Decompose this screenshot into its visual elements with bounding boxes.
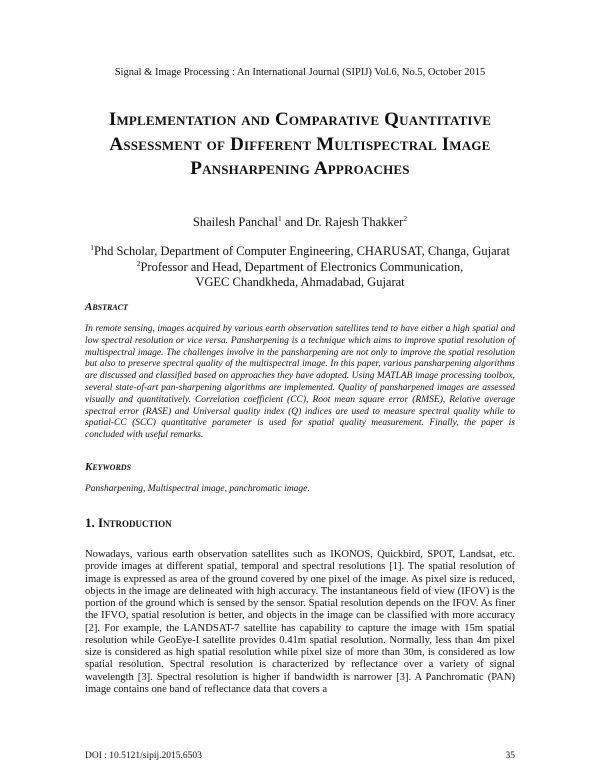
introduction-text: Nowadays, various earth observation satellites such as IKONOS, Quickbird, SPOT, Landsat, etc. provide images at different spatial, temporal and spectral resolutions [1]. The spatial resolution of image is expressed as area of the ground covered by one pixel of the image. As pixel size is reduced, objects in the image are delineated with high accuracy. The instantaneous field of view (IFOV) is the portion of the ground which is sensed by the sensor. Spatial resolution depends on the IFOV. As finer the IFVO, spatial resolution is better, and objects in the image can be classified with more accuracy [2]. For example, the LANDSAT-7 satellite has capability to capture the image with 15m spatial resolution while GeoEye-I satellite provides 0.41m spatial resolution. Normally, less than 4m pixel size is considered as high spatial resolution while pixel size of more than 30m, is considered as low spatial resolution. Spectral resolution is characterized by reflectance over a variety of signal wavelength [3]. Spectral resolution is higher if bandwidth is narrower [3]. A Panchromatic (PAN) image contains one band of reflectance data that covers a: [85, 549, 515, 695]
affiliation-marker: 2: [136, 258, 141, 268]
affiliation-marker: 1: [90, 242, 94, 252]
affiliation-line: $^1$Phd Scholar, Department of Computer Engineering, CHARUSAT, Changa, Gujarat: [90, 242, 510, 258]
affiliation-line: VGEC Chandkheda, Ahmadabad, Gujarat: [195, 275, 405, 289]
page-number: 35: [505, 751, 515, 761]
affiliations: [0, 244, 600, 291]
footer-doi: DOI : 10.5121/sipij.2015.6503: [85, 751, 202, 761]
author-line: [0, 215, 600, 230]
affiliation-line: $^2$Professor and Head, Department of Electronics Communication,: [136, 258, 464, 274]
author-conjunction: and: [281, 215, 307, 229]
abstract-heading: Abstract: [85, 301, 128, 313]
author-affiliation-marker: 2: [403, 213, 408, 223]
author-name: Shailesh Panchal: [192, 215, 278, 229]
journal-header: Signal & Image Processing : An International Journal (SIPIJ) Vol.6, No.5, October 2015: [114, 67, 486, 78]
section-heading-introduction: 1. Introduction: [85, 515, 172, 530]
author-name: Dr. Rajesh Thakker: [306, 215, 404, 229]
abstract-text: In remote sensing, images acquired by various earth observation satellites tend to have either a high spatial and low spectral resolution or vice versa. Pansharpening is a technique which aims to improve spatial resolution of multispectral image. The challenges involve in the pansharpening are not only to improve the spatial resolution but also to preserve spectral quality of the multispectral image. In this paper, various pansharpening algorithms are discussed and classified based on approaches they have adopted. Using MATLAB image processing toolbox, several state-of-art pan-sharpening algorithms are implemented. Quality of pansharpened images are assessed visually and quantitatively. Correlation coefficient (CC), Root mean square error (RMSE), Relative average spectral error (RASE) and Universal quality index (Q) indices are used to measure spectral quality while to spatial-CC (SCC) quantitative parameter is used for spatial quality measurement. Finally, the paper is concluded with useful remarks.: [85, 324, 515, 441]
paper-title: Implementation and Comparative Quantitative Assessment of Different Multispectral Image Pansharpening Approaches: [108, 109, 492, 179]
author-affiliation-marker: 1: [277, 213, 282, 223]
keywords-heading: Keywords: [85, 461, 132, 473]
keywords-text: Pansharpening, Multispectral image, panchromatic image.: [85, 484, 310, 494]
